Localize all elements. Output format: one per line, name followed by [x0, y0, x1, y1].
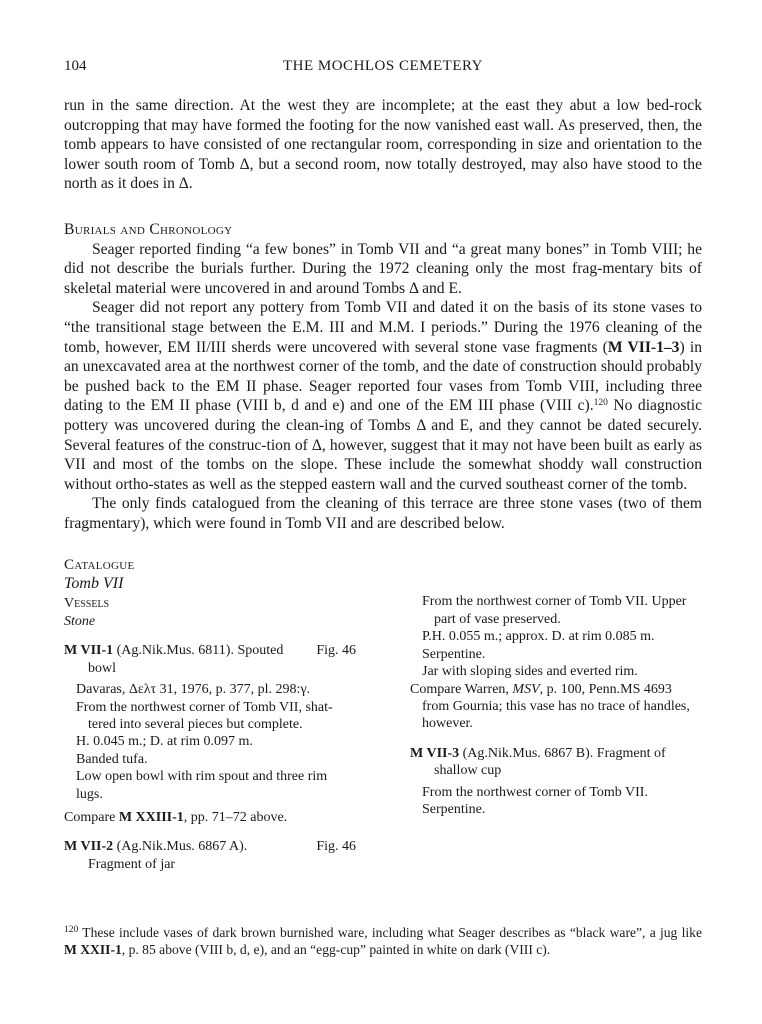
catalogue-reference: M VII-1–3 [607, 338, 680, 356]
paragraph-chronology: Seager did not report any pottery from Tomb VII and dated it on the basis of its stone vases to “the transitional stage between the E.M. III and M.M. I periods.” During the 1976 cleaning of the tomb, however, EM II/III sherds were uncovered with several stone vase fragments (M VII-1–3) in an unexcavated area at the northwest corner of the tomb, and the date of construction should probably be pushed back to the EM II phase. Seager reported four vases from Tomb VIII, including three dating to the EM II phase (VIII b, d and e) and one of the EM III phase (VIII c).$^{120}$ No diagnostic pottery was uncovered during the clean-ing of Tombs Δ and E, and they cannot be dated securely. Several features of the construc-tion of Δ, however, suggest that it may not have been built as early as VII and most of the tombs on the slope. These include the somewhat shoddy wall construction without ortho-states as well as the stepped eastern wall and the curved southeast corner of the tomb. [64, 299, 702, 493]
dimensions: P.H. 0.055 m.; approx. D. at rim 0.085 m. [422, 629, 655, 645]
running-head [64, 58, 702, 80]
section-heading: Burials and Chronology [64, 220, 233, 238]
figure-reference: Fig. 46 [316, 839, 356, 855]
catalogue-entry-heading: M VII-2 (Ag.Nik.Mus. 6867 A). Fig. 46 [64, 839, 356, 855]
page [64, 58, 702, 873]
catalogue-columns [64, 593, 702, 873]
description: Jar with sloping sides and everted rim. [422, 664, 638, 680]
body-text [64, 96, 702, 533]
page-number: 104 [64, 58, 87, 74]
material: Banded tufa. [76, 751, 148, 767]
material: Serpentine. [422, 801, 486, 817]
catalogue-entry-heading: M VII-3 (Ag.Nik.Mus. 6867 B). Fragment of [410, 745, 666, 761]
description: Low open bowl with rim spout and three rim lugs. [76, 769, 328, 802]
material-label: Stone [64, 613, 96, 629]
catalogue-heading: Catalogue [64, 557, 135, 574]
catalogue-entry-heading: M VII-1 (Ag.Nik.Mus. 6811). Spouted Fig. 46 [64, 643, 356, 659]
bibliography: Davaras, Δελτ 31, 1976, p. 377, pl. 298:γ. [76, 682, 311, 698]
comparanda: Compare M XXIII-1, pp. 71–72 above. [64, 809, 288, 825]
findspot: From the northwest corner of Tomb VII. Upper part of vase preserved. [422, 594, 687, 627]
vessel-type: bowl [88, 660, 116, 676]
dimensions: H. 0.045 m.; D. at rim 0.097 m. [76, 734, 253, 750]
paragraph-continuation: run in the same direction. At the west they are incomplete; at the east they abut a low bed-rock outcropping that may have formed the footing for the now vanished east wall. As preserved, then, the tomb appears to have consisted of one rectangular room, corresponding in size and orientation to the lower south room of Tomb Δ, but a second room, now totally destroyed, may also have stood to the north as it does in Δ. [64, 97, 702, 193]
footnote-marker: 120 [593, 398, 608, 409]
running-title: THE MOCHLOS CEMETERY [282, 58, 483, 74]
comparanda: Compare Warren, MSV, p. 100, Penn.MS 4693 from Gournia; this vase has no trace of handles, however. [410, 681, 690, 732]
catalogue-column-left [64, 593, 356, 873]
tomb-heading: Tomb VII [64, 575, 124, 593]
vessel-type: shallow cup [434, 763, 502, 779]
vessel-type: Fragment of jar [88, 856, 176, 872]
paragraph-burials: Seager reported finding “a few bones” in Tomb VII and “a great many bones” in Tomb VIII; he did not describe the burials further. During the 1972 cleaning only the most frag-mentary bits of skeletal material were uncovered in and around Tombs Δ and E. [64, 240, 702, 297]
catalogue-column-right [410, 593, 702, 873]
material: Serpentine. [422, 646, 486, 662]
footnote-number: 120 [64, 925, 79, 935]
vessels-label: Vessels [64, 596, 110, 612]
findspot: From the northwest corner of Tomb VII. [422, 784, 648, 800]
figure-reference: Fig. 46 [316, 643, 356, 659]
footnote: $^{120}$ These include vases of dark brown burnished ware, including what Seager describes as “black ware”, a jug like M XXII-1, p. 85 above (VIII b, d, e), and an “egg-cup” painted in white on dark (VIII c). [64, 925, 702, 958]
paragraph-finds: The only finds catalogued from the cleaning of this terrace are three stone vases (two of them fragmentary), which were found in Tomb VII and are described below. [64, 495, 702, 532]
findspot: From the northwest corner of Tomb VII, shat-tered into several pieces but complete. [76, 699, 333, 732]
